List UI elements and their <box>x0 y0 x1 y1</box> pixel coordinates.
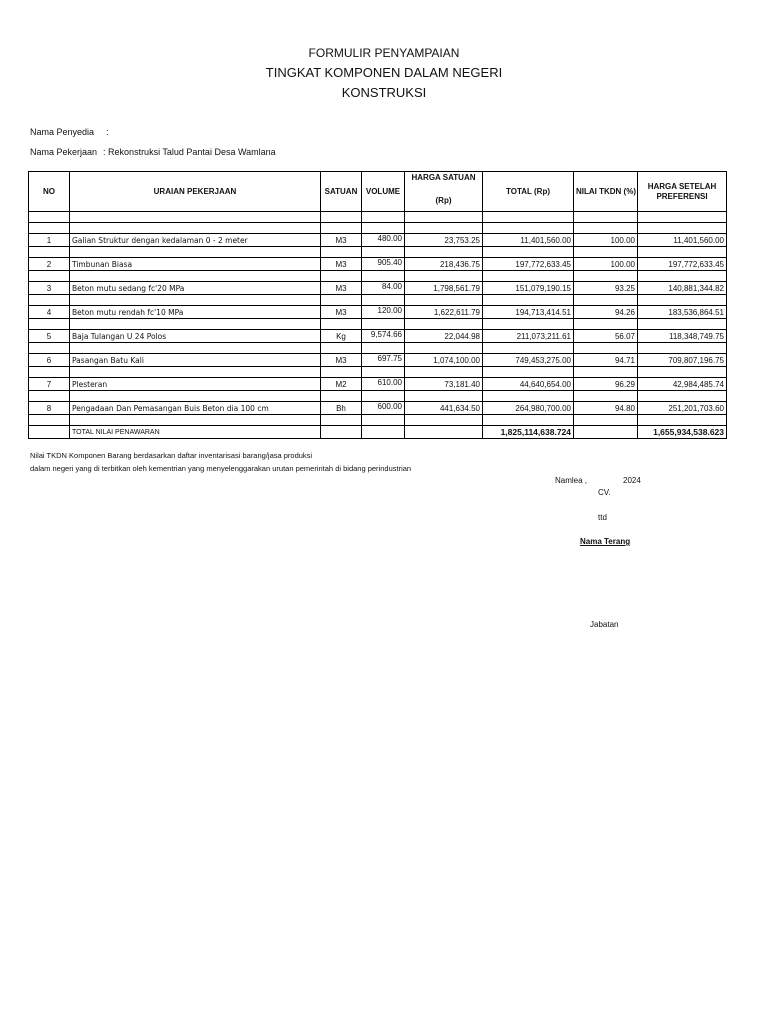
empty-cell <box>29 415 70 426</box>
table-row <box>29 258 727 271</box>
empty-cell <box>638 343 727 354</box>
empty-cell <box>70 415 321 426</box>
empty-cell <box>29 367 70 378</box>
cell-pref: 11,401,560.00 <box>638 234 727 247</box>
col-harga-header-line1: HARGA SATUAN <box>411 173 476 182</box>
empty-cell <box>29 271 70 282</box>
empty-cell <box>29 319 70 330</box>
tkdn-note-line2: dalam negeri yang di terbitkan oleh kementrian yang menyelenggarakan urutan pemerintah di bidang perindustrian <box>30 464 412 473</box>
cell-no: 8 <box>29 402 70 415</box>
signature-name: Nama Terang <box>580 537 631 546</box>
signature-place-date <box>555 476 641 485</box>
empty-cell <box>362 212 405 223</box>
empty-cell <box>574 271 638 282</box>
empty-cell <box>483 212 574 223</box>
empty-cell <box>405 319 483 330</box>
empty-cell <box>574 367 638 378</box>
cell-volume: 600.00 <box>362 402 405 415</box>
empty-cell <box>321 212 362 223</box>
cell-uraian: Pasangan Batu Kali <box>70 354 321 367</box>
provider-value: : <box>106 127 109 137</box>
cell-satuan: M3 <box>321 306 362 319</box>
cell-no: 4 <box>29 306 70 319</box>
signature-company: CV. <box>598 488 611 497</box>
cell-pref: 42,984,485.74 <box>638 378 727 391</box>
cell-total: 44,640,654.00 <box>483 378 574 391</box>
cell-uraian: Plesteran <box>70 378 321 391</box>
empty-cell <box>70 212 321 223</box>
empty-cell <box>321 343 362 354</box>
tkdn-table <box>28 171 727 439</box>
empty-cell <box>362 295 405 306</box>
cell-tkdn: 94.26 <box>574 306 638 319</box>
empty-cell <box>574 223 638 234</box>
cell-pref: 140,881,344.82 <box>638 282 727 295</box>
signature-ttd: ttd <box>598 513 607 522</box>
cell-total: 211,073,211.61 <box>483 330 574 343</box>
empty-cell <box>638 295 727 306</box>
cell-no: 6 <box>29 354 70 367</box>
empty-cell <box>29 223 70 234</box>
empty-cell <box>321 391 362 402</box>
cell-pref: 118,348,749.75 <box>638 330 727 343</box>
empty-cell <box>29 295 70 306</box>
cell-harga: 23,753.25 <box>405 234 483 247</box>
cell-no: 1 <box>29 234 70 247</box>
empty-cell <box>362 271 405 282</box>
cell-uraian: Pengadaan Dan Pemasangan Buis Beton dia 100 cm <box>70 402 321 415</box>
spacer-row <box>29 343 727 354</box>
cell-total: 151,079,190.15 <box>483 282 574 295</box>
cell-harga: 73,181.40 <box>405 378 483 391</box>
empty-cell <box>70 271 321 282</box>
col-total-header: TOTAL (Rp) <box>483 172 574 212</box>
cell-total: 11,401,560.00 <box>483 234 574 247</box>
empty-cell <box>362 367 405 378</box>
empty-cell <box>70 367 321 378</box>
empty-cell <box>405 415 483 426</box>
empty-cell <box>483 247 574 258</box>
form-subtitle: TINGKAT KOMPONEN DALAM NEGERI <box>265 65 503 80</box>
empty-cell <box>321 271 362 282</box>
signature-place: Namlea , <box>555 476 588 485</box>
table-row <box>29 378 727 391</box>
spacer-row <box>29 295 727 306</box>
cell-pref: 183,536,864.51 <box>638 306 727 319</box>
table-row <box>29 330 727 343</box>
total-label: TOTAL NILAI PENAWARAN <box>70 426 321 439</box>
empty-cell <box>483 415 574 426</box>
cell-tkdn: 100.00 <box>574 258 638 271</box>
table-row <box>29 402 727 415</box>
empty-cell <box>362 415 405 426</box>
empty-cell <box>574 319 638 330</box>
empty-cell <box>29 212 70 223</box>
empty-cell <box>483 319 574 330</box>
cell-harga: 1,074,100.00 <box>405 354 483 367</box>
empty-cell <box>29 426 70 439</box>
empty-cell <box>483 367 574 378</box>
spacer-row <box>29 319 727 330</box>
spacer-row <box>29 271 727 282</box>
empty-cell <box>321 415 362 426</box>
total-value: 1,825,114,638.724 <box>483 426 574 439</box>
spacer-row <box>29 212 727 223</box>
total-row <box>29 426 727 439</box>
col-no-header: NO <box>29 172 70 212</box>
empty-cell <box>574 391 638 402</box>
empty-cell <box>638 415 727 426</box>
cell-uraian: Baja Tulangan U 24 Polos <box>70 330 321 343</box>
cell-tkdn: 93.25 <box>574 282 638 295</box>
empty-cell <box>574 295 638 306</box>
empty-cell <box>483 223 574 234</box>
cell-tkdn: 96.29 <box>574 378 638 391</box>
empty-cell <box>321 367 362 378</box>
cell-pref: 709,807,196.75 <box>638 354 727 367</box>
spacer-row <box>29 367 727 378</box>
empty-cell <box>574 212 638 223</box>
empty-cell <box>405 391 483 402</box>
col-tkdn-header: NILAI TKDN (%) <box>574 172 638 212</box>
cell-harga: 22,044.98 <box>405 330 483 343</box>
empty-cell <box>574 426 638 439</box>
empty-cell <box>70 223 321 234</box>
spacer-row <box>29 415 727 426</box>
cell-satuan: M3 <box>321 354 362 367</box>
col-volume-header: VOLUME <box>362 172 405 212</box>
provider-label: Nama Penyedia <box>30 127 95 137</box>
cell-satuan: M3 <box>321 258 362 271</box>
cell-tkdn: 56.07 <box>574 330 638 343</box>
cell-volume: 610.00 <box>362 378 405 391</box>
empty-cell <box>483 271 574 282</box>
cell-volume: 84.00 <box>362 282 405 295</box>
cell-total: 194,713,414.51 <box>483 306 574 319</box>
cell-satuan: Bh <box>321 402 362 415</box>
empty-cell <box>362 247 405 258</box>
empty-cell <box>321 247 362 258</box>
cell-volume: 120.00 <box>362 306 405 319</box>
provider-row <box>30 127 109 137</box>
empty-cell <box>362 343 405 354</box>
cell-satuan: M2 <box>321 378 362 391</box>
signature-position: Jabatan <box>590 620 619 629</box>
cell-satuan: M3 <box>321 282 362 295</box>
cell-uraian: Timbunan Biasa <box>70 258 321 271</box>
cell-harga: 1,622,611.79 <box>405 306 483 319</box>
cell-uraian: Galian Struktur dengan kedalaman 0 - 2 meter <box>70 234 321 247</box>
project-value: : Rekonstruksi Talud Pantai Desa Wamlana <box>103 147 276 157</box>
cell-volume: 905.40 <box>362 258 405 271</box>
empty-cell <box>70 319 321 330</box>
cell-no: 3 <box>29 282 70 295</box>
signature-year: 2024 <box>623 476 641 485</box>
cell-no: 2 <box>29 258 70 271</box>
empty-cell <box>638 247 727 258</box>
cell-uraian: Beton mutu rendah fc'10 MPa <box>70 306 321 319</box>
empty-cell <box>70 391 321 402</box>
form-category: KONSTRUKSI <box>341 85 427 100</box>
table-header-row <box>29 172 727 212</box>
col-pref-header: HARGA SETELAH PREFERENSI <box>638 172 727 212</box>
col-uraian-header: URAIAN PEKERJAAN <box>70 172 321 212</box>
cell-volume: 9,574.66 <box>362 330 405 343</box>
project-row <box>30 147 276 157</box>
form-title: FORMULIR PENYAMPAIAN <box>308 46 460 60</box>
empty-cell <box>483 343 574 354</box>
cell-volume: 697.75 <box>362 354 405 367</box>
empty-cell <box>362 319 405 330</box>
cell-no: 5 <box>29 330 70 343</box>
table-row <box>29 282 727 295</box>
empty-cell <box>29 247 70 258</box>
cell-pref: 197,772,633.45 <box>638 258 727 271</box>
empty-cell <box>362 426 405 439</box>
empty-cell <box>405 426 483 439</box>
empty-cell <box>638 223 727 234</box>
empty-cell <box>70 343 321 354</box>
empty-cell <box>483 391 574 402</box>
cell-total: 197,772,633.45 <box>483 258 574 271</box>
empty-cell <box>405 212 483 223</box>
empty-cell <box>574 343 638 354</box>
col-harga-header <box>405 172 483 212</box>
table-row <box>29 354 727 367</box>
table-row <box>29 306 727 319</box>
empty-cell <box>405 223 483 234</box>
col-harga-header-line2: (Rp) <box>435 196 452 205</box>
cell-harga: 218,436.75 <box>405 258 483 271</box>
empty-cell <box>405 295 483 306</box>
empty-cell <box>405 343 483 354</box>
cell-satuan: Kg <box>321 330 362 343</box>
cell-uraian: Beton mutu sedang fc'20 MPa <box>70 282 321 295</box>
empty-cell <box>362 223 405 234</box>
cell-harga: 441,634.50 <box>405 402 483 415</box>
empty-cell <box>574 415 638 426</box>
empty-cell <box>362 391 405 402</box>
empty-cell <box>405 271 483 282</box>
cell-tkdn: 100.00 <box>574 234 638 247</box>
empty-cell <box>638 212 727 223</box>
empty-cell <box>638 319 727 330</box>
cell-tkdn: 94.80 <box>574 402 638 415</box>
cell-harga: 1,798,561.79 <box>405 282 483 295</box>
cell-total: 749,453,275.00 <box>483 354 574 367</box>
project-label: Nama Pekerjaan <box>30 147 98 157</box>
spacer-row <box>29 223 727 234</box>
empty-cell <box>638 271 727 282</box>
empty-cell <box>321 319 362 330</box>
col-satuan-header: SATUAN <box>321 172 362 212</box>
empty-cell <box>29 391 70 402</box>
cell-tkdn: 94.71 <box>574 354 638 367</box>
empty-cell <box>574 247 638 258</box>
cell-volume: 480.00 <box>362 234 405 247</box>
spacer-row <box>29 247 727 258</box>
empty-cell <box>405 367 483 378</box>
empty-cell <box>29 343 70 354</box>
cell-satuan: M3 <box>321 234 362 247</box>
total-pref-value: 1,655,934,538.623 <box>638 426 727 439</box>
table-row <box>29 234 727 247</box>
empty-cell <box>321 295 362 306</box>
empty-cell <box>638 367 727 378</box>
table-body <box>29 212 727 439</box>
tkdn-note-line1: Nilai TKDN Komponen Barang berdasarkan daftar inventarisasi barang/jasa produksi <box>30 451 313 460</box>
cell-no: 7 <box>29 378 70 391</box>
empty-cell <box>321 426 362 439</box>
empty-cell <box>321 223 362 234</box>
empty-cell <box>483 295 574 306</box>
empty-cell <box>70 247 321 258</box>
empty-cell <box>638 391 727 402</box>
spacer-row <box>29 391 727 402</box>
empty-cell <box>405 247 483 258</box>
cell-total: 264,980,700.00 <box>483 402 574 415</box>
empty-cell <box>70 295 321 306</box>
cell-pref: 251,201,703.60 <box>638 402 727 415</box>
